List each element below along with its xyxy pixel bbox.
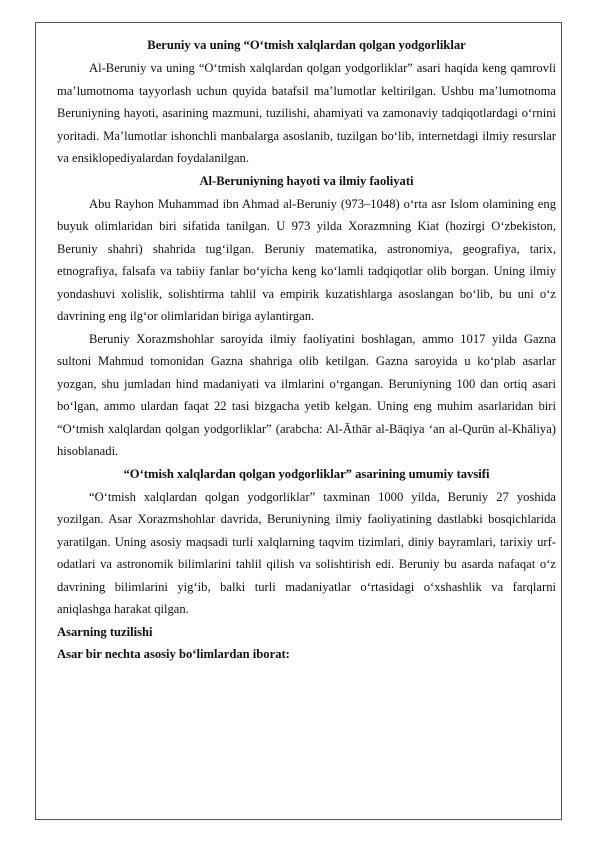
structure-heading: Asarning tuzilishi: [57, 624, 153, 639]
life-paragraph-1: Abu Rayhon Muhammad ibn Ahmad al-Beruniy (973–1048) o‘rta asr Islom olamining eng buyuk olimlaridan biri sifatida tanilgan. U 973 yilda Xorazmning Kiat (hozirgi O‘zbekiston, Beruniy shahri) shahrida tug‘ilgan. Beruniy matematika, astronomiya, geografiya, tarix, etnografiya, falsafa va tabiiy fanlar bo‘yicha keng ko‘lamli tadqiqotlar olib borgan. Uning ilmiy yondashuvi xolislik, solishtirma tahlil va empirik kuzatishlarga asoslangan bo‘lib, bu uni o‘z davrining eng ilg‘or olimlaridan biriga aylantirgan.: [57, 196, 556, 323]
overview-paragraph: “O‘tmish xalqlardan qolgan yodgorliklar” taxminan 1000 yilda, Beruniy 27 yoshida yozilgan. Asar Xorazmshohlar davrida, Beruniyning ilmiy faoliyatining dastlabki bosqichlarida yaratilgan. Uning asosiy maqsadi turli xalqlarning taqvim tizimlari, diniy bayramlari, tarixiy urf-odatlari va astronomik bilimlarini tahlil qilish va solishtirish edi. Beruniy bu asarda nafaqat o‘z davrining bilimlarini yig‘ib, balki turli madaniyatlar o‘rtasidagi o‘xshashlik va farqlarni aniqlashga harakat qilgan.: [57, 489, 556, 616]
overview-heading: “O‘tmish xalqlardan qolgan yodgorliklar” asarining umumiy tavsifi: [123, 466, 490, 481]
document-body: [57, 34, 556, 666]
life-paragraph-2: Beruniy Xorazmshohlar saroyida ilmiy faoliyatini boshlagan, ammo 1017 yilda Gazna sultoni Mahmud tomonidan Gazna shahriga olib ketilgan. Gazna saroyida u ko‘plab asarlar yozgan, shu jumladan hind madaniyati va ilmlarini o‘rgangan. Beruniyning 100 dan ortiq asari bo‘lgan, ammo ulardan faqat 22 tasi bizgacha yetib kelgan. Uning eng muhim asarlaridan biri “O‘tmish xalqlardan qolgan yodgorliklar” (arabcha: Al-Āthār al-Bāqiya ‘an al-Qurūn al-Khāliya) hisoblanadi.: [57, 331, 556, 458]
document-title: Beruniy va uning “O‘tmish xalqlardan qolgan yodgorliklar: [147, 38, 466, 52]
structure-intro: Asar bir nechta asosiy bo‘limlardan iborat:: [57, 647, 290, 661]
life-heading: Al-Beruniyning hayoti va ilmiy faoliyati: [199, 173, 414, 188]
intro-paragraph: Al-Beruniy va uning “O‘tmish xalqlardan qolgan yodgorliklar” asari haqida keng qamrovli ma’lumotnoma tayyorlash uchun quyida batafsil ma’lumotlar keltirilgan. Ushbu ma’lumotnoma Beruniyning hayoti, asarining mazmuni, tuzilishi, ahamiyati va zamonaviy tadqiqotlardagi o‘rnini yoritadi. Ma’lumotlar ishonchli manbalarga asoslanib, tuzilgan bo‘lib, internetdagi ilmiy resurslar va ensiklopediyalardan foydalanilgan.: [57, 61, 556, 165]
